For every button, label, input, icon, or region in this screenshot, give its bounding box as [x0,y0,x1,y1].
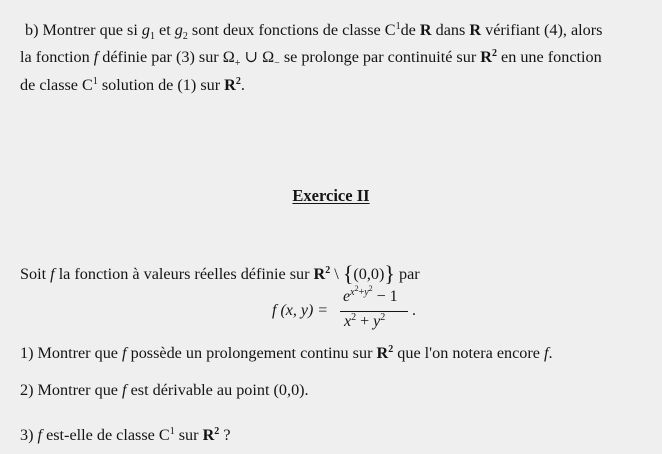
math-f: f [122,381,127,399]
math-R: R [202,426,215,444]
subscript: + [234,58,241,69]
exp-y: y [364,287,369,298]
math-brace: } [384,261,395,286]
text: . [240,76,245,94]
superscript: 2 [235,76,241,87]
math-omega: Ω [222,48,235,66]
math-f: f [93,48,99,66]
exp-plus: + [358,287,365,298]
text: la fonction [20,48,94,66]
text: par [394,265,420,283]
math-f: f [122,344,127,362]
math-f: f [37,426,43,444]
den-sq: 2 [380,312,386,323]
formula-numerator [343,284,398,306]
math-R: R [419,21,432,39]
formula-lhs: f (x, y) = [272,302,329,319]
exercise-statement [20,261,420,286]
formula-period: . [412,302,416,319]
formula-denominator [344,313,385,331]
part-b-line-3 [20,75,245,95]
text: définie par (3) sur [98,48,223,66]
text: . [548,344,553,362]
question-2 [20,380,309,400]
superscript: 1 [92,76,98,87]
math-R: R [224,76,236,94]
den-plus: + [356,313,374,330]
text: 1) Montrer que [20,344,123,362]
subscript: 1 [149,31,155,42]
superscript: 2 [214,426,220,437]
math-g2: g [174,21,183,39]
question-3 [20,425,231,445]
math-R: R [469,21,482,39]
superscript: 1 [395,21,401,32]
math-setminus: \ [330,265,343,283]
superscript: 2 [325,265,331,276]
den-sq: 2 [351,312,357,323]
math-point: (0,0) [353,265,385,283]
math-f: f [544,344,549,362]
math-brace: { [342,261,354,286]
math-e: e [343,288,351,305]
text: b) Montrer que si [25,21,142,39]
text: ? [219,426,231,444]
text: 2) Montrer que [20,381,123,399]
subscript: − [274,58,280,69]
superscript: 2 [388,344,394,355]
text: que l'on notera encore [393,344,545,362]
question-1 [20,343,553,363]
text: vérifiant (4), alors [481,21,603,39]
num-rest: − 1 [372,288,398,305]
text: 3) [20,426,38,444]
superscript: 1 [169,426,175,437]
part-b-line-2 [20,47,602,67]
subscript: 2 [182,31,188,42]
part-b-line-1 [25,20,602,40]
math-R: R [313,265,326,283]
exp-sq: 2 [354,284,359,293]
exponent [350,284,373,298]
exp-sq: 2 [368,284,373,293]
text: se prolonge par continuité sur [279,48,481,66]
function-formula [272,284,432,336]
superscript: 2 [491,48,497,59]
text: et [154,21,175,39]
math-g1: g [141,21,150,39]
text: est-elle de classe C [42,426,170,444]
math-f: f [50,265,55,283]
text: sont deux fonctions de classe C [187,21,396,39]
text: de classe C [20,76,93,94]
text: possède un prolongement continu sur [126,344,377,362]
text: dans [431,21,470,39]
exp-x: x [350,287,355,298]
text: est dérivable au point (0,0). [126,381,309,399]
text: la fonction à valeurs réelles définie sur [54,265,314,283]
math-omega: Ω [262,48,275,66]
text: solution de (1) sur [97,76,225,94]
math-cup: ∪ [240,48,263,66]
text: Soit [20,265,51,283]
math-R: R [376,344,389,362]
text: de [400,21,420,39]
text: en une fonction [496,48,602,66]
exercise-title: Exercice II [292,186,370,205]
text: sur [174,426,203,444]
den-x: x [344,313,352,330]
math-R: R [480,48,492,66]
den-y: y [373,313,381,330]
